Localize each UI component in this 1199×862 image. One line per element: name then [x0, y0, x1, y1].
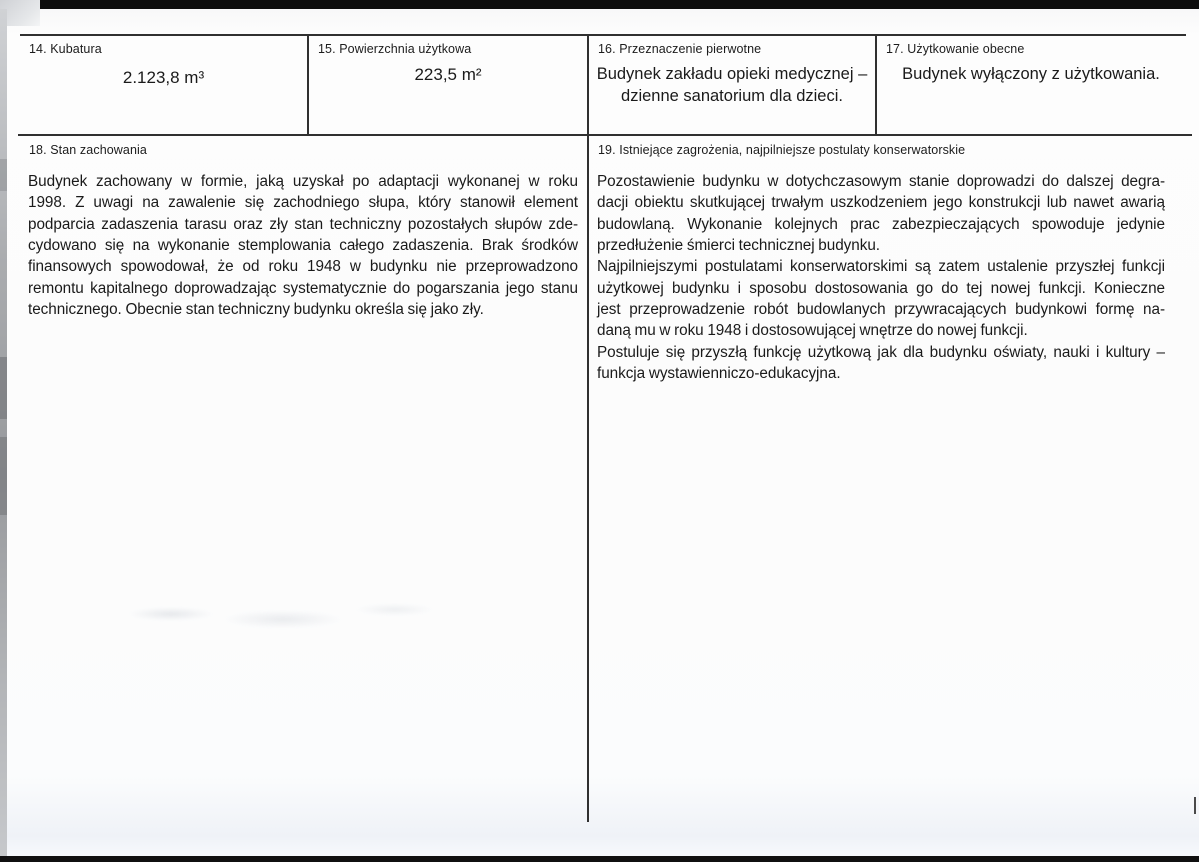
section-19-label: 19. Istniejące zagrożenia, najpilniejsze postulaty konserwatorskie — [598, 143, 966, 157]
field-17-label: 17. Użytkowanie obecne — [886, 42, 1025, 56]
section-18-label: 18. Stan zachowania — [29, 143, 147, 157]
body-text-line: cydowano się na wykonanie stemplowania całego zadaszenia. Brak środków — [28, 237, 578, 255]
table-border-middle — [18, 134, 1192, 136]
field-15-value: 223,5 m² — [414, 65, 482, 84]
body-text-line: Najpilniejszymi postulatami konserwatorskimi są zatem ustalenie przyszłej funkcji — [597, 258, 1165, 276]
body-text-line: jest przeprowadzenie robót budowlanych przywracających budynkowi formę na- — [597, 301, 1165, 319]
field-16-value-line: dzienne sanatorium dla dzieci. — [621, 87, 843, 105]
scan-top-edge — [38, 0, 1199, 9]
field-15-powierzchnia-uzytkowa — [309, 36, 587, 134]
body-text-line: daną mu w roku 1948 i dostosowującej wnętrze do nowej funkcji. — [597, 322, 1028, 340]
body-text-line: Pozostawienie budynku w dotychczasowym stanie doprowadzi do dalszej degra- — [597, 173, 1165, 190]
body-text-line: użytkowej budynku i sposobu dostosowania go do tej nowej funkcji. Konieczne — [597, 279, 1165, 297]
field-16-label: 16. Przeznaczenie pierwotne — [598, 42, 762, 56]
section-18-body — [20, 171, 587, 320]
body-text-line: Postuluje się przyszłą funkcję użytkową jak dla budynku oświaty, nauki i kultury – — [597, 343, 1165, 361]
scan-edge-shadow — [0, 159, 7, 191]
body-text-line: finansowych spowodował, że od roku 1948 w budynku nie przeprowadzono — [28, 258, 578, 276]
section-18-stan-zachowania — [20, 137, 587, 820]
body-text-line: budowlaną. Wykonanie kolejnych prac zabezpieczających spowoduje jedynie — [597, 215, 1165, 233]
scan-edge-shadow — [0, 357, 7, 419]
section-19-zagrozenia-postulaty — [589, 137, 1186, 820]
scan-left-edge — [0, 9, 7, 856]
field-14-label: 14. Kubatura — [29, 42, 102, 56]
field-16-value — [589, 63, 875, 107]
field-16-przeznaczenie-pierwotne — [589, 36, 875, 134]
field-14-kubatura — [20, 36, 307, 134]
body-text-line: dacji obiektu skutkującej trwałym uszkodzeniem jego konstrukcji lub nawet awarią — [597, 194, 1165, 212]
field-17-value: Budynek wyłączony z użytkowania. — [902, 65, 1160, 83]
body-text-line: technicznego. Obecnie stan techniczny budynku określa się jako zły. — [28, 301, 484, 319]
body-text-line: remontu kapitalnego doprowadzając systematycznie do pogarszania jego stanu — [28, 279, 578, 297]
field-15-label: 15. Powierzchnia użytkowa — [318, 42, 472, 56]
scan-edge-mark — [1194, 797, 1196, 814]
body-text-line: podparcia zadaszenia tarasu oraz zły stan techniczny pozostałych słupów zde- — [28, 215, 578, 233]
scan-edge-shadow — [0, 437, 7, 515]
scan-bottom-edge — [0, 856, 1199, 862]
body-text-line: przedłużenie śmierci technicznej budynku. — [597, 237, 880, 255]
body-text-line: funkcja wystawienniczo-edukacyjna. — [597, 365, 841, 383]
body-text-line: Budynek zachowany w formie, jaką uzyskał po adaptacji wykonanej w roku — [28, 173, 578, 190]
section-19-body — [589, 171, 1186, 384]
field-16-value-line: Budynek zakładu opieki medycznej – — [596, 65, 868, 83]
field-14-value: 2.123,8 m³ — [122, 68, 205, 87]
field-17-uzytkowanie-obecne — [877, 36, 1185, 134]
body-text-line: 1998. Z uwagi na zawalenie się zachodniego słupa, który stanowił element — [28, 194, 578, 212]
